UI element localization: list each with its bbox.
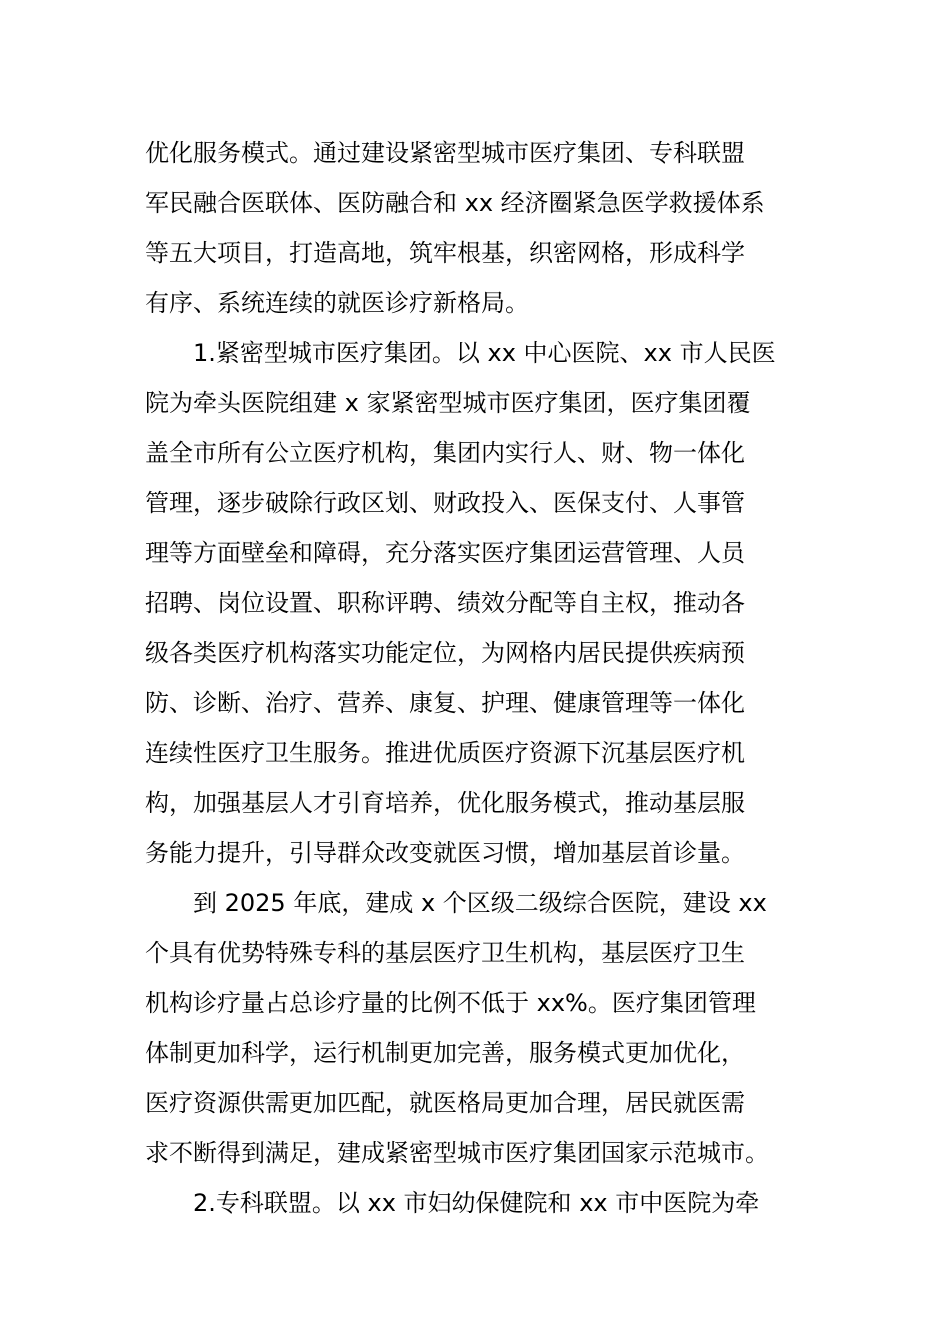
text-line: 优化服务模式。通过建设紧密型城市医疗集团、专科联盟 — [145, 139, 745, 167]
paragraph-section-2 — [145, 1178, 810, 1228]
text-line: 到 2025 年底，建成 x 个区级二级综合医院，建设 xx — [145, 889, 767, 917]
paragraph-targets-2025 — [145, 878, 810, 1178]
text-line: 个具有优势特殊专科的基层医疗卫生机构，基层医疗卫生 — [145, 939, 745, 967]
text-line: 求不断得到满足，建成紧密型城市医疗集团国家示范城市。 — [145, 1139, 769, 1167]
text-line: 机构诊疗量占总诊疗量的比例不低于 xx%。医疗集团管理 — [145, 989, 756, 1017]
text-line: 盖全市所有公立医疗机构，集团内实行人、财、物一体化 — [145, 439, 745, 467]
paragraph-intro — [145, 128, 810, 328]
text-line: 医疗资源供需更加匹配，就医格局更加合理，居民就医需 — [145, 1089, 745, 1117]
document-body — [145, 128, 810, 1228]
text-line: 1.紧密型城市医疗集团。以 xx 中心医院、xx 市人民医 — [145, 339, 776, 367]
text-line: 体制更加科学，运行机制更加完善，服务模式更加优化， — [145, 1039, 745, 1067]
text-line: 连续性医疗卫生服务。推进优质医疗资源下沉基层医疗机 — [145, 739, 745, 767]
paragraph-section-1 — [145, 328, 810, 878]
text-line: 防、诊断、治疗、营养、康复、护理、健康管理等一体化 — [145, 689, 745, 717]
text-line: 构，加强基层人才引育培养，优化服务模式，推动基层服 — [145, 789, 745, 817]
text-line: 有序、系统连续的就医诊疗新格局。 — [145, 289, 529, 317]
text-line: 理等方面壁垒和障碍，充分落实医疗集团运营管理、人员 — [145, 539, 745, 567]
text-line: 级各类医疗机构落实功能定位，为网格内居民提供疾病预 — [145, 639, 745, 667]
text-line: 2.专科联盟。以 xx 市妇幼保健院和 xx 市中医院为牵 — [145, 1189, 760, 1217]
text-line: 招聘、岗位设置、职称评聘、绩效分配等自主权，推动各 — [145, 589, 745, 617]
text-line: 务能力提升，引导群众改变就医习惯，增加基层首诊量。 — [145, 839, 745, 867]
text-line: 院为牵头医院组建 x 家紧密型城市医疗集团，医疗集团覆 — [145, 389, 751, 417]
text-line: 管理，逐步破除行政区划、财政投入、医保支付、人事管 — [145, 489, 745, 517]
text-line: 等五大项目，打造高地，筑牢根基，织密网格，形成科学 — [145, 239, 745, 267]
text-line: 军民融合医联体、医防融合和 xx 经济圈紧急医学救援体系 — [145, 189, 765, 217]
